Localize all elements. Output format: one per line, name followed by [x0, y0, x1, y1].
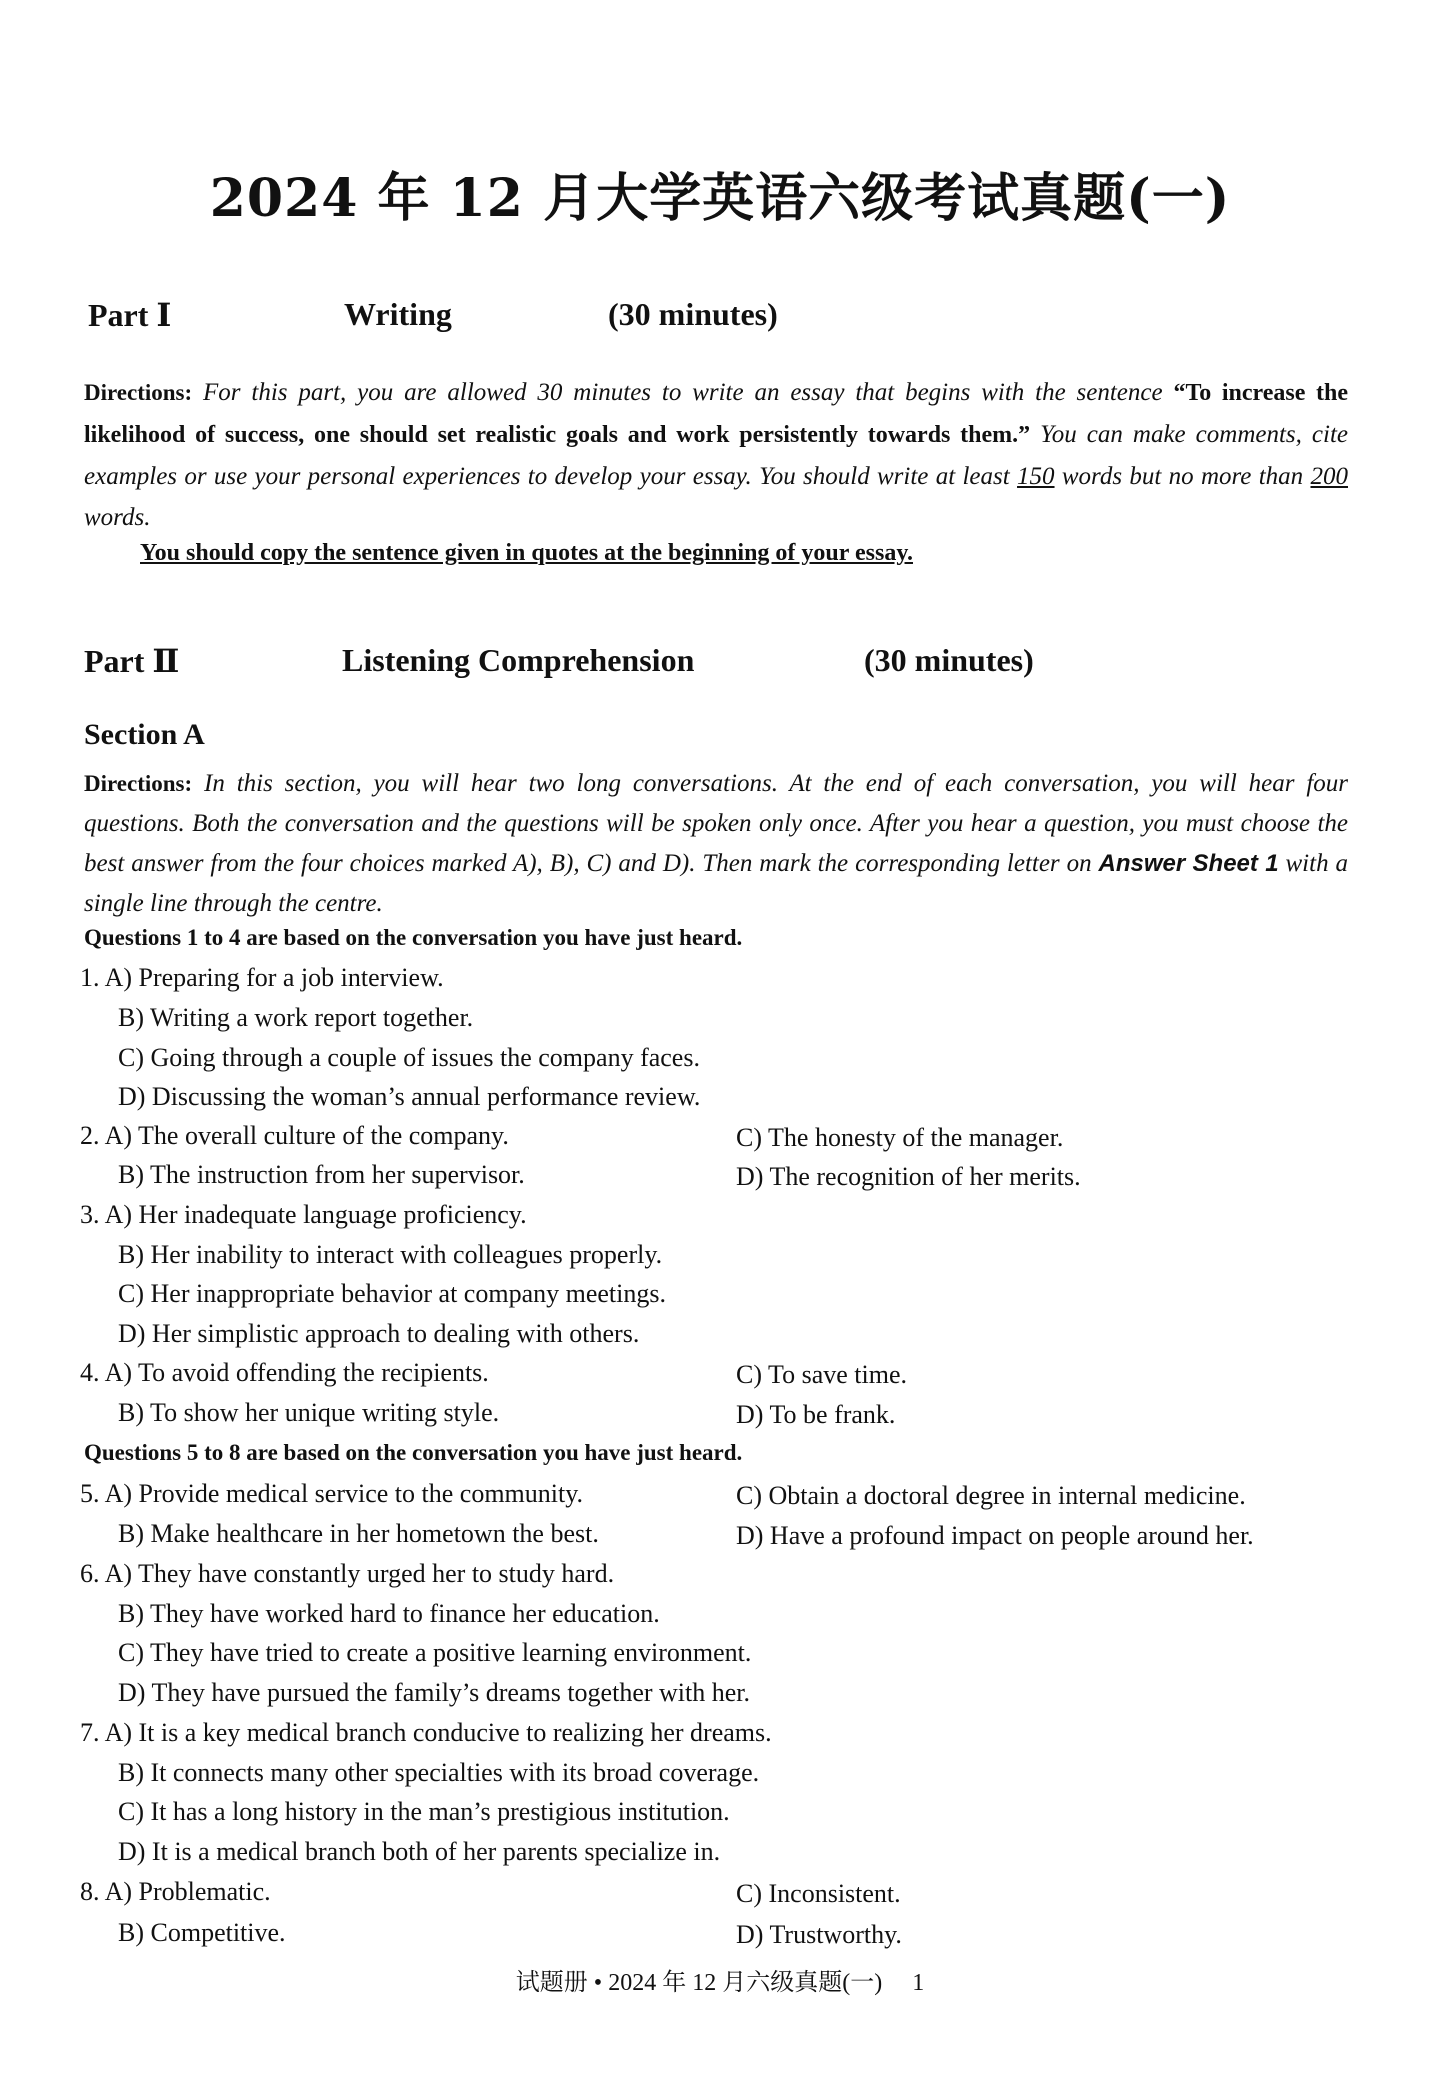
q4-option-d: D) To be frank. [736, 1400, 896, 1429]
min-words: 150 [1017, 463, 1055, 490]
footer-text: 试题册 • 2024 年 12 月六级真题(一) [515, 1970, 883, 1996]
q3-option-d: D) Her simplistic approach to dealing with others. [118, 1319, 640, 1348]
q8-option-c: C) Inconsistent. [736, 1879, 901, 1908]
q1-option-b: B) Writing a work report together. [118, 1003, 474, 1032]
q7-option-d: D) It is a medical branch both of her parents specialize in. [118, 1837, 721, 1866]
question-group-heading: Questions 5 to 8 are based on the conversation you have just heard. [84, 1440, 743, 1465]
directions-label: Directions: [84, 771, 193, 796]
q1-option-c: C) Going through a couple of issues the company faces. [118, 1043, 700, 1072]
part1-time: (30 minutes) [608, 296, 778, 332]
q6-option-c: C) They have tried to create a positive learning environment. [118, 1638, 752, 1667]
q2-option-c: C) The honesty of the manager. [736, 1123, 1064, 1152]
q3-option-a: 3. A) Her inadequate language proficiency. [80, 1200, 527, 1229]
answer-sheet-label: Answer Sheet 1 [1098, 850, 1279, 877]
q6-option-a: 6. A) They have constantly urged her to study hard. [80, 1559, 615, 1588]
q5-option-d: D) Have a profound impact on people around her. [736, 1521, 1254, 1550]
q1-option-d: D) Discussing the woman’s annual performance review. [118, 1082, 701, 1111]
q3-option-b: B) Her inability to interact with colleagues properly. [118, 1240, 663, 1269]
q6-option-d: D) They have pursued the family’s dreams together with her. [118, 1678, 751, 1707]
q4-option-b: B) To show her unique writing style. [118, 1398, 500, 1427]
q5-option-c: C) Obtain a doctoral degree in internal medicine. [736, 1481, 1246, 1510]
part2-directions: Directions: In this section, you will hear two long conversations. At the end of each conversation, you will hear four questions. Both the conversation and the questions will be spoken only once. After you hear a question, you must choose the best answer from the four choices marked A), B), C) and D). Then mark the corresponding letter on Answer Sheet 1 with a single line through the centre. [84, 770, 1348, 917]
q1-option-a: 1. A) Preparing for a job interview. [80, 963, 444, 992]
q6-option-b: B) They have worked hard to finance her education. [118, 1599, 660, 1628]
section-a-title: Section A [84, 718, 205, 751]
q8-option-d: D) Trustworthy. [736, 1920, 902, 1949]
q7-option-a: 7. A) It is a key medical branch conducive to realizing her dreams. [80, 1718, 772, 1747]
copy-sentence-note: You should copy the sentence given in quotes at the beginning of your essay. [140, 540, 913, 566]
q5-option-b: B) Make healthcare in her hometown the best. [118, 1519, 599, 1548]
essay-prompt-quote: “To increase the likelihood of success, one should set realistic goals and work persistently towards them.” [84, 380, 1349, 448]
part2-time: (30 minutes) [864, 642, 1034, 678]
q7-option-b: B) It connects many other specialties with its broad coverage. [118, 1758, 760, 1787]
directions-label: Directions: [84, 380, 193, 405]
q8-option-a: 8. A) Problematic. [80, 1877, 271, 1906]
q4-option-a: 4. A) To avoid offending the recipients. [80, 1358, 489, 1387]
part1-label: Part Ⅰ [88, 297, 172, 333]
part2-name: Listening Comprehension [342, 642, 695, 678]
exam-title: 2024 年 12 月大学英语六级考试真题(一) [209, 168, 1231, 229]
part1-name: Writing [344, 296, 452, 332]
max-words: 200 [1310, 463, 1348, 490]
q5-option-a: 5. A) Provide medical service to the community. [80, 1479, 584, 1508]
q2-option-a: 2. A) The overall culture of the company. [80, 1121, 509, 1150]
q3-option-c: C) Her inappropriate behavior at company meetings. [118, 1279, 666, 1308]
q7-option-c: C) It has a long history in the man’s prestigious institution. [118, 1797, 730, 1826]
part2-label: Part Ⅱ [84, 643, 180, 679]
q8-option-b: B) Competitive. [118, 1918, 286, 1947]
q2-option-b: B) The instruction from her supervisor. [118, 1160, 525, 1189]
q2-option-d: D) The recognition of her merits. [736, 1162, 1081, 1191]
page-number: 1 [912, 1970, 925, 1996]
page-footer [0, 1962, 1440, 1997]
part1-directions: Directions: For this part, you are allowed 30 minutes to write an essay that begins with the sentence “To increase the likelihood of success, one should set realistic goals and work persistently towards them.” You can make comments, cite examples or use your personal experiences to develop your essay. You should write at least 150 words but no more than 200 words. [84, 379, 1349, 531]
q4-option-c: C) To save time. [736, 1360, 908, 1389]
question-group-heading: Questions 1 to 4 are based on the conversation you have just heard. [84, 925, 743, 950]
